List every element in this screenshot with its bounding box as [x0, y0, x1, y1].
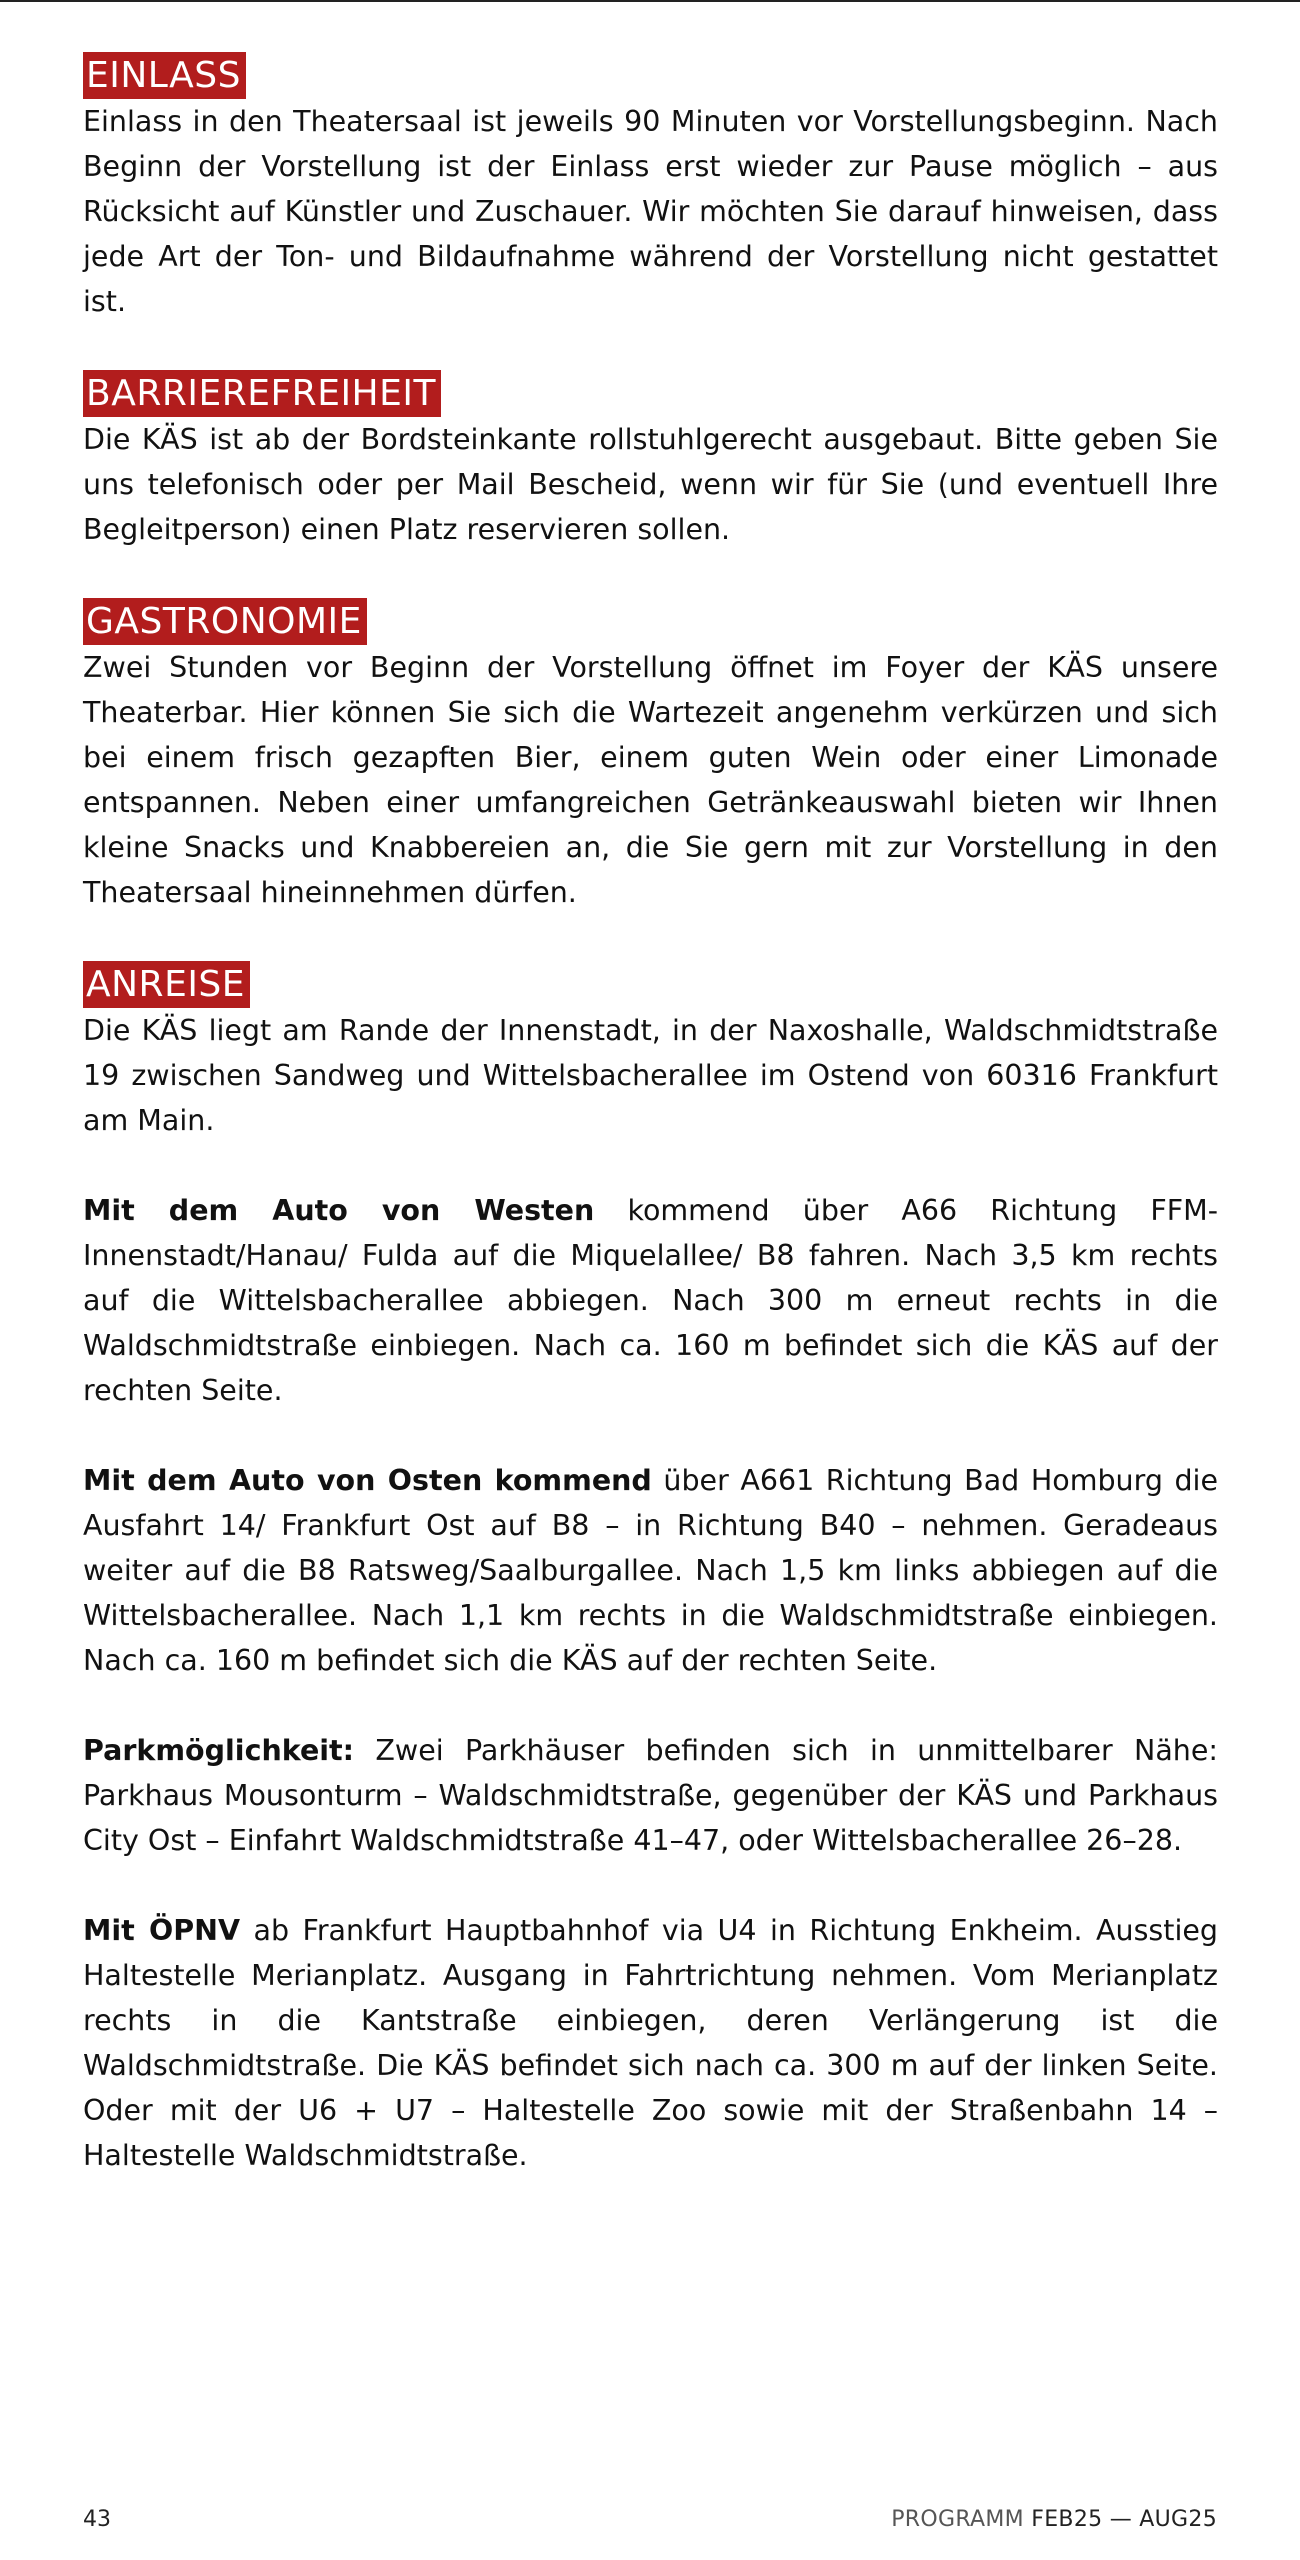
directions-list	[83, 1188, 1218, 2178]
direction-lead: Mit dem Auto von Westen	[83, 1194, 595, 1227]
section-text-gastronomie: Zwei Stunden vor Beginn der Vorstellung öffnet im Foyer der KÄS unsere Theaterbar. Hier können Sie sich die Wartezeit angenehm verkürzen und sich bei einem frisch gezapften Bier, einem guten Wein oder einer Limonade entspannen. Neben einer umfangreichen Getränkeauswahl bieten wir Ihnen kleine Snacks und Knabbereien an, die Sie gern mit zur Vorstellung in den Theatersaal hineinnehmen dürfen.	[83, 651, 1218, 909]
footer-programm-label: PROGRAMM	[891, 2507, 1024, 2532]
section-gastronomie	[83, 598, 1218, 915]
direction-parking	[83, 1728, 1218, 1863]
section-heading-einlass: EINLASS	[83, 52, 246, 99]
section-text-anreise: Die KÄS liegt am Rande der Innenstadt, in der Naxoshalle, Waldschmidtstraße 19 zwischen Sandweg und Wittelsbacherallee im Ostend von 60316 Frankfurt am Main.	[83, 1014, 1218, 1137]
direction-lead: Parkmöglichkeit:	[83, 1734, 355, 1767]
section-einlass	[83, 52, 1218, 324]
section-barrierefreiheit	[83, 370, 1218, 552]
page-number: 43	[83, 2507, 111, 2532]
direction-text: über A661 Richtung Bad Homburg die Ausfahrt 14/ Frankfurt Ost auf B8 – in Richtung B40 – nehmen. Geradeaus weiter auf die B8 Ratsweg/Saalburgallee. Nach 1,5 km links abbiegen auf die Wittelsbacherallee. Nach 1,1 km rechts in die Waldschmidtstraße einbiegen. Nach ca. 160 m befindet sich die KÄS auf der rechten Seite.	[83, 1464, 1218, 1677]
section-heading-anreise: ANREISE	[83, 961, 250, 1008]
footer-date-range: FEB25 — AUG25	[1031, 2507, 1217, 2532]
direction-auto-ost	[83, 1458, 1218, 1683]
direction-text: kommend über A66 Richtung FFM-Innenstadt/Hanau/ Fulda auf die Miquelallee/ B8 fahren. Nach 3,5 km rechts auf die Wittelsbacherallee abbiegen. Nach 300 m erneut rechts in die Waldschmidtstraße einbiegen. Nach ca. 160 m befindet sich die KÄS auf der rechten Seite.	[83, 1194, 1218, 1407]
direction-oepnv	[83, 1908, 1218, 2178]
section-anreise	[83, 961, 1218, 2178]
section-heading-gastronomie: GASTRONOMIE	[83, 598, 367, 645]
direction-lead: Mit ÖPNV	[83, 1914, 241, 1947]
top-rule	[0, 0, 1300, 2]
direction-lead: Mit dem Auto von Osten kommend	[83, 1464, 652, 1497]
direction-auto-west	[83, 1188, 1218, 1413]
page-content	[83, 52, 1218, 2224]
section-text-einlass: Einlass in den Theatersaal ist jeweils 90 Minuten vor Vorstellungsbeginn. Nach Beginn der Vorstellung ist der Einlass erst wieder zur Pause möglich – aus Rücksicht auf Künstler und Zuschauer. Wir möchten Sie darauf hinweisen, dass jede Art der Ton- und Bildaufnahme während der Vorstellung nicht gestattet ist.	[83, 105, 1218, 318]
direction-text: Zwei Parkhäuser befinden sich in unmittelbarer Nähe: Parkhaus Mousonturm – Waldschmidtstraße, gegenüber der KÄS und Parkhaus City Ost – Einfahrt Waldschmidtstraße 41–47, oder Wittelsbacherallee 26–28.	[83, 1734, 1218, 1857]
section-heading-barrierefreiheit: BARRIEREFREIHEIT	[83, 370, 441, 417]
footer-programm	[891, 2507, 1217, 2532]
direction-text: ab Frankfurt Hauptbahnhof via U4 in Richtung Enkheim. Ausstieg Haltestelle Merianplatz. Ausgang in Fahrtrichtung nehmen. Vom Merianplatz rechts in die Kantstraße einbiegen, deren Verlängerung ist die Waldschmidtstraße. Die KÄS befindet sich nach ca. 300 m auf der linken Seite. Oder mit der U6 + U7 – Haltestelle Zoo sowie mit der Straßenbahn 14 – Haltestelle Waldschmidtstraße.	[83, 1914, 1218, 2172]
section-text-barrierefreiheit: Die KÄS ist ab der Bordsteinkante rollstuhlgerecht ausgebaut. Bitte geben Sie uns telefonisch oder per Mail Bescheid, wenn wir für Sie (und eventuell Ihre Begleitperson) einen Platz reservieren sollen.	[83, 423, 1218, 546]
